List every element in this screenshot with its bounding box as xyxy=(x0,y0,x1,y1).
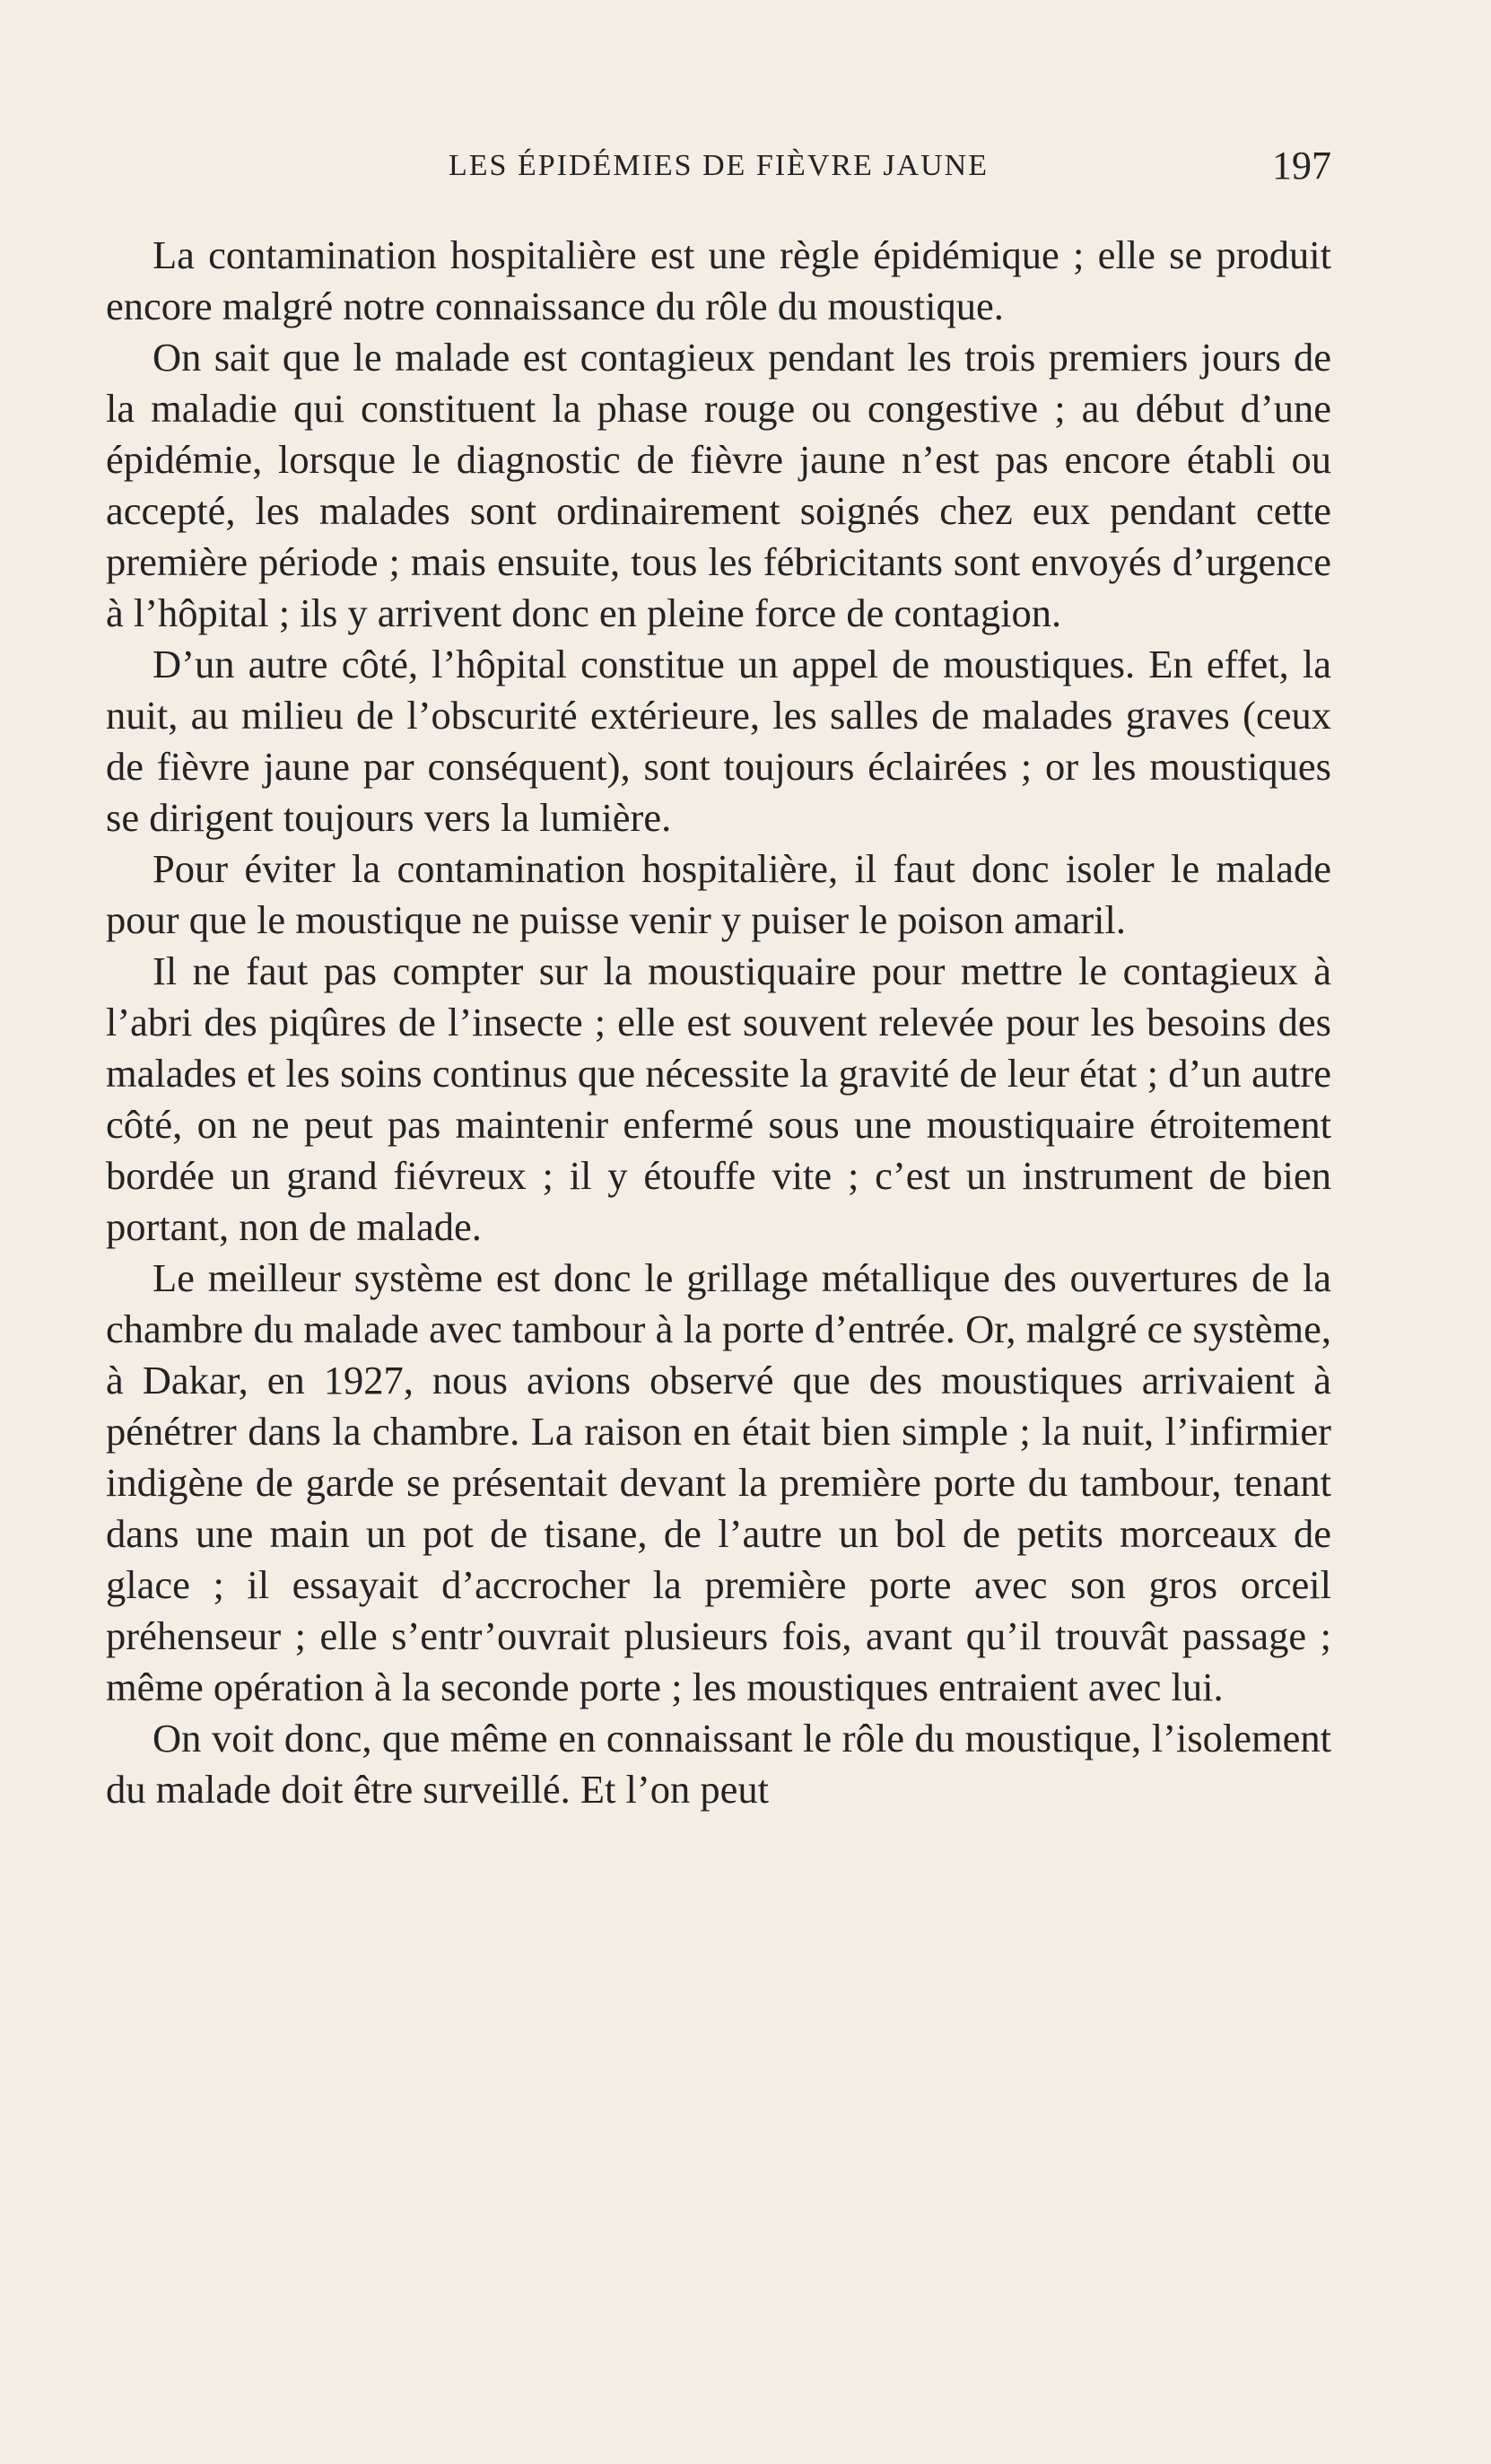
running-title: LES ÉPIDÉMIES DE FIÈVRE JAUNE xyxy=(449,149,989,182)
paragraph: La contamination hospitalière est une règle épidémique ; elle se produit encore malgré notre connaissance du rôle du moustique. xyxy=(106,232,1331,328)
paragraph: Pour éviter la contamination hospitalière, il faut donc isoler le malade pour que le moustique ne puisse venir y puiser le poison amaril. xyxy=(106,846,1331,942)
paragraph: Le meilleur système est donc le grillage métallique des ouvertures de la chambre du malade avec tambour à la porte d’entrée. Or, malgré ce système, à Dakar, en 1927, nous avions observé que des moustiques arrivaient à pénétrer dans la chambre. La raison en était bien simple ; la nuit, l’infirmier indigène de garde se présentait devant la première porte du tambour, tenant dans une main un pot de tisane, de l’autre un bol de petits morceaux de glace ; il essayait d’accrocher la première porte avec son gros orceil préhenseur ; elle s’entr’ouvrait plusieurs fois, avant qu’il trouvât passage ; même opération à la seconde porte ; les moustiques entraient avec lui. xyxy=(106,1255,1331,1709)
paragraph: Il ne faut pas compter sur la moustiquaire pour mettre le contagieux à l’abri des piqûres de l’insecte ; elle est souvent relevée pour les besoins des malades et les soins continus que nécessite la gravité de leur état ; d’un autre côté, on ne peut pas maintenir enfermé sous une moustiquaire étroitement bordée un grand fiévreux ; il y étouffe vite ; c’est un instrument de bien portant, non de malade. xyxy=(106,948,1331,1249)
running-header xyxy=(106,144,1331,188)
page-number: 197 xyxy=(1272,144,1331,188)
paragraph: On voit donc, que même en connaissant le rôle du moustique, l’isolement du malade doit être surveillé. Et l’on peut xyxy=(106,1716,1331,1812)
body-text xyxy=(106,230,1331,1815)
paragraph: D’un autre côté, l’hôpital constitue un appel de moustiques. En effet, la nuit, au milieu de l’obscurité extérieure, les salles de malades graves (ceux de fièvre jaune par conséquent), sont toujours éclairées ; or les moustiques se dirigent toujours vers la lumière. xyxy=(106,642,1331,840)
paragraph: On sait que le malade est contagieux pendant les trois premiers jours de la maladie qui constituent la phase rouge ou congestive ; au début d’une épidémie, lorsque le diagnostic de fièvre jaune n’est pas encore établi ou accepté, les malades sont ordinairement soignés chez eux pendant cette première période ; mais ensuite, tous les fébricitants sont envoyés d’urgence à l’hôpital ; ils y arrivent donc en pleine force de contagion. xyxy=(106,335,1331,635)
